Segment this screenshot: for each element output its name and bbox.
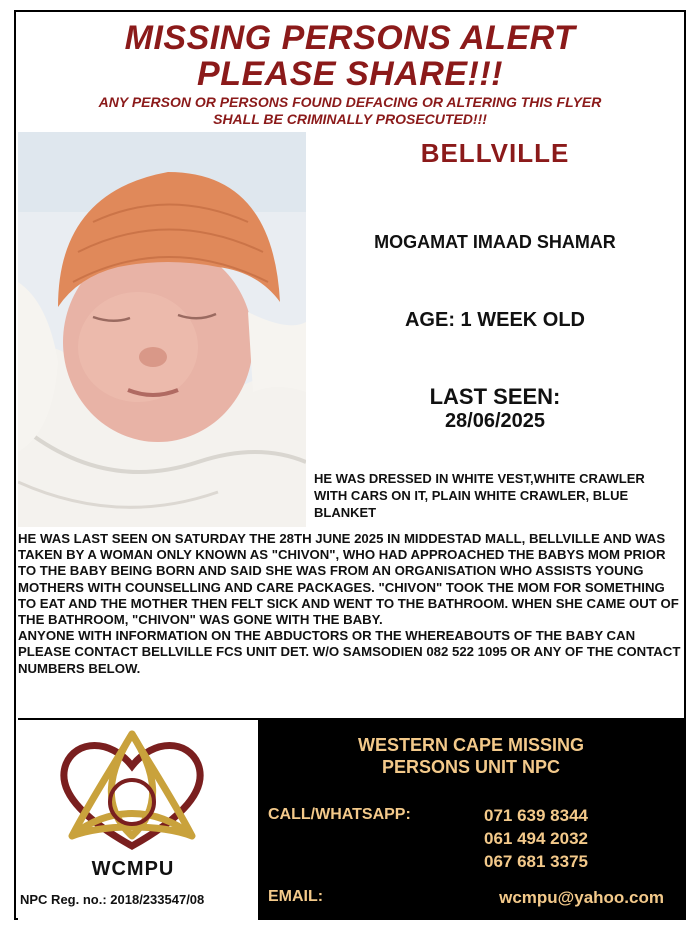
phone-number: 067 681 3375 [484, 852, 588, 871]
contact-panel [258, 718, 684, 918]
person-age: AGE: 1 WEEK OLD [404, 309, 585, 331]
flyer [14, 10, 686, 920]
details-panel [306, 132, 684, 527]
call-whatsapp-label: CALL/WHATSAPP: [268, 806, 411, 823]
baby-photo [18, 132, 306, 527]
organization-name-line-2: PERSONS UNIT NPC [381, 757, 561, 777]
organization-abbreviation: WCMPU [91, 858, 175, 880]
warning-line-1: ANY PERSON OR PERSONS FOUND DEFACING OR ALTERING THIS FLYER [98, 94, 602, 110]
person-name: MOGAMAT IMAAD SHAMAR [374, 232, 616, 252]
location-title: BELLVILLE [420, 138, 570, 168]
organization-name-line-1: WESTERN CAPE MISSING [357, 735, 585, 755]
phone-number: 071 639 8344 [484, 806, 588, 825]
organization-logo-box [18, 718, 258, 920]
registration-number: NPC Reg. no.: 2018/233547/08 [20, 892, 205, 907]
last-seen-date: 28/06/2025 [444, 410, 546, 432]
contact-appeal-paragraph: ANYONE WITH INFORMATION ON THE ABDUCTORS OR THE WHEREABOUTS OF THE BABY CAN PLEASE CONTACT BELLVILLE FCS UNIT DET. W/O SAMSODIEN 082 522 1095 OR ANY OF THE CONTACT NUMBERS BELOW. [18, 628, 681, 676]
flyer-header [16, 12, 684, 130]
phone-number: 061 494 2032 [484, 829, 588, 848]
incident-narrative [18, 531, 682, 677]
celtic-heart-knot-icon [52, 728, 212, 853]
email-label: EMAIL: [268, 888, 324, 905]
alert-title: MISSING PERSONS ALERT [124, 19, 576, 57]
warning-line-2: SHALL BE CRIMINALLY PROSECUTED!!! [213, 111, 487, 127]
share-title: PLEASE SHARE!!! [197, 55, 503, 93]
clothing-description: HE WAS DRESSED IN WHITE VEST,WHITE CRAWLER WITH CARS ON IT, PLAIN WHITE CRAWLER, BLUE BLANKET [314, 471, 645, 520]
incident-paragraph: HE WAS LAST SEEN ON SATURDAY THE 28TH JUNE 2025 IN MIDDESTAD MALL, BELLVILLE AND WAS TAKEN BY A WOMAN ONLY KNOWN AS "CHIVON", WHO HAD APPROACHED THE BABYS MOM PRIOR TO THE BABY BEING BORN AND SAID SHE WAS FROM AN ORGANISATION WHO ASSISTS YOUNG MOTHERS WITH COUNSELLING AND CARE PACKAGES. "CHIVON" TOOK THE MOM FOR SOMETHING TO EAT AND THE MOTHER THEN FELT SICK AND WENT TO THE BATHROOM. WHEN SHE CAME OUT OF THE BATHROOM, "CHIVON" WAS GONE WITH THE BABY. [18, 531, 679, 628]
email-address: wcmpu@yahoo.com [499, 888, 664, 907]
last-seen-label: LAST SEEN: [429, 384, 561, 409]
